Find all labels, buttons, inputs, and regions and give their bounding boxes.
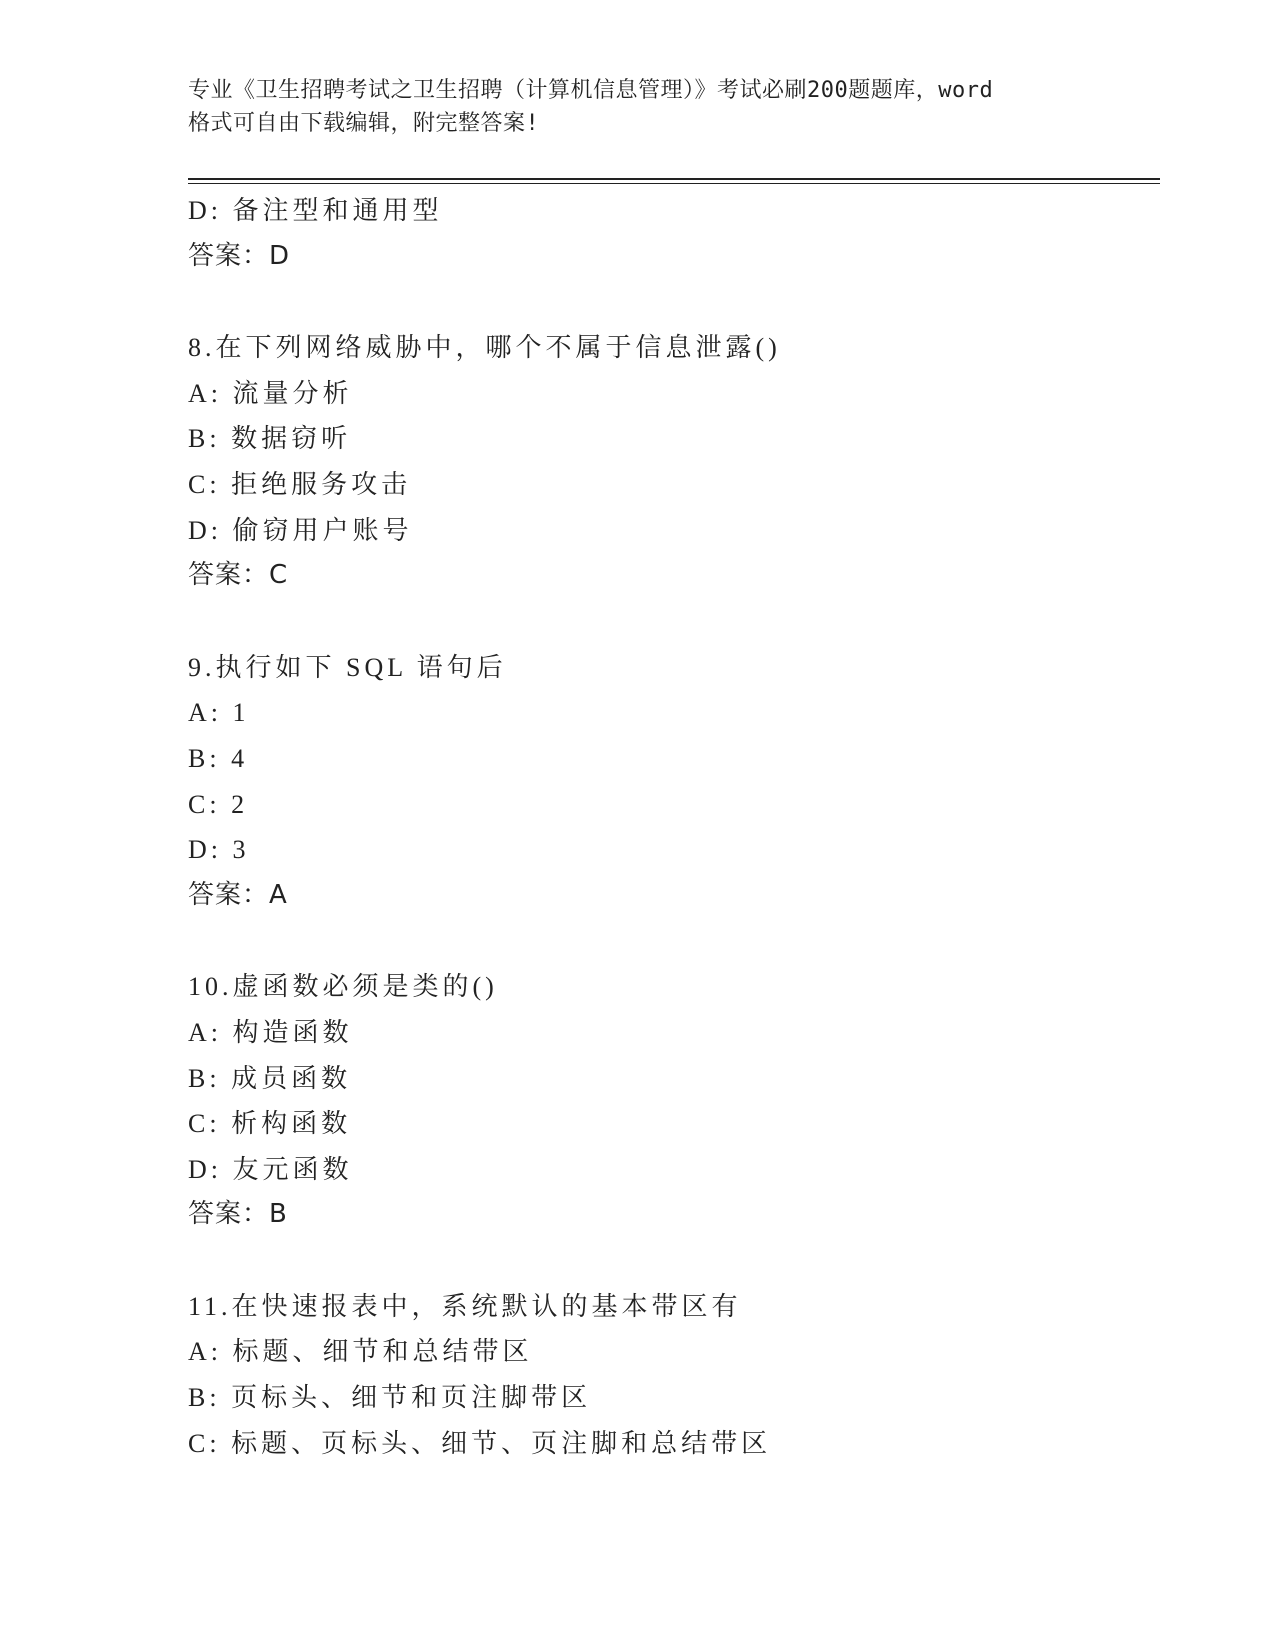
header-rule-thick xyxy=(188,178,1160,180)
answer-line: 答案：B xyxy=(188,1199,288,1230)
option-b: B: 数据窃听 xyxy=(188,424,352,454)
question-11 xyxy=(188,1284,1148,1466)
question-10 xyxy=(188,964,1148,1238)
question-stem: 10.虚函数必须是类的() xyxy=(188,972,498,1002)
option-d: D: 偷窃用户账号 xyxy=(188,515,413,545)
answer-line: 答案：A xyxy=(188,879,288,910)
option-c: C: 标题、页标头、细节、页注脚和总结带区 xyxy=(188,1428,772,1458)
answer-line: 答案：D xyxy=(188,240,291,271)
option-c: C: 拒绝服务攻击 xyxy=(188,469,412,499)
option-d: D: 友元函数 xyxy=(188,1154,353,1184)
option-c: C: 2 xyxy=(188,789,249,819)
option-a: A: 1 xyxy=(188,698,250,728)
document-header xyxy=(188,74,1088,140)
question-stem: 9.执行如下 SQL 语句后 xyxy=(188,652,507,682)
answer-line: 答案：C xyxy=(188,560,289,591)
spacer xyxy=(188,279,1148,325)
option-b: B: 成员函数 xyxy=(188,1063,352,1093)
option-d: D: 备注型和通用型 xyxy=(188,196,443,225)
question-stem: 8.在下列网络威胁中，哪个不属于信息泄露() xyxy=(188,333,781,363)
question-stem: 11.在快速报表中，系统默认的基本带区有 xyxy=(188,1291,742,1321)
question-fragment xyxy=(188,188,1148,279)
option-b: B: 4 xyxy=(188,743,249,773)
question-8 xyxy=(188,325,1148,599)
option-a: A: 流量分析 xyxy=(188,378,353,408)
header-line-2: 格式可自由下载编辑，附完整答案! xyxy=(188,111,540,136)
option-c: C: 析构函数 xyxy=(188,1109,352,1139)
question-9 xyxy=(188,645,1148,919)
header-rule-thin xyxy=(188,183,1160,184)
header-line-1: 专业《卫生招聘考试之卫生招聘（计算机信息管理）》考试必刷200题题库，word xyxy=(188,78,994,103)
spacer xyxy=(188,599,1148,645)
spacer xyxy=(188,918,1148,964)
question-list xyxy=(188,188,1148,1466)
option-d: D: 3 xyxy=(188,835,250,865)
option-a: A: 构造函数 xyxy=(188,1017,353,1047)
option-b: B: 页标头、细节和页注脚带区 xyxy=(188,1383,592,1413)
option-a: A: 标题、细节和总结带区 xyxy=(188,1337,533,1367)
spacer xyxy=(188,1238,1148,1284)
